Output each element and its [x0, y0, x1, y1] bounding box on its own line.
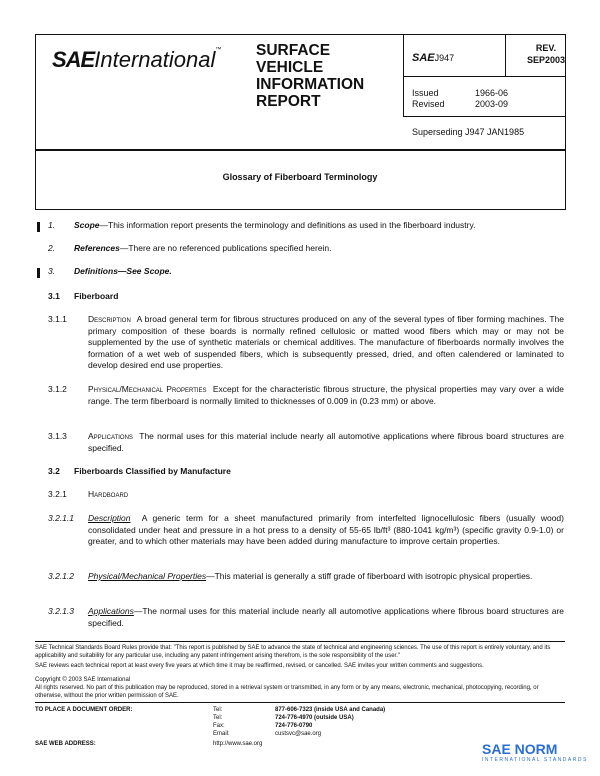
- tel2-value[interactable]: 724-776-4970 (outside USA): [275, 715, 354, 721]
- paragraph-text: —The normal uses for this material include nearly all automotive applications where fibrous board structures are specified.: [88, 606, 564, 628]
- hardboard-heading: Hardboard: [88, 489, 129, 499]
- term: Description: [88, 513, 131, 523]
- report-line-2: VEHICLE: [256, 59, 324, 76]
- term: Description: [88, 314, 131, 324]
- footer-copyright: Copyright © 2003 SAE International: [35, 677, 131, 683]
- references-heading: References: [74, 243, 120, 253]
- header-divider-1: [403, 34, 404, 116]
- paragraph-text: —This material is generally a stiff grade of fiberboard with isotropic physical properties.: [206, 571, 533, 581]
- logo-international: International: [94, 47, 216, 72]
- references-text: —There are no referenced publications specified herein.: [119, 243, 332, 253]
- revised-label: Revised: [412, 99, 445, 109]
- page-title: Glossary of Fiberboard Terminology: [222, 172, 378, 182]
- paragraph-3-2-1-2: [88, 571, 564, 583]
- fiberboard-heading: Fiberboard: [74, 291, 119, 301]
- revision-block: [515, 42, 577, 66]
- section-number: 3.2.1.1: [48, 513, 74, 523]
- header-hline-2: [403, 116, 566, 117]
- logo-sae: SAE: [52, 47, 95, 72]
- issued-label: Issued: [412, 88, 439, 98]
- doc-number-value: J947: [434, 53, 455, 63]
- sae-logo: [52, 47, 221, 73]
- footer-review: SAE reviews each technical report at least every five years at which time it may be reaffirmed, revised, or cancelled. SAE invites your written comments and suggestions.: [35, 663, 484, 669]
- superseding: Superseding J947 JAN1985: [412, 127, 525, 137]
- section-number: 3.2.1.3: [48, 606, 74, 616]
- section-number: 3.2.1.2: [48, 571, 74, 581]
- change-bar: [37, 222, 40, 232]
- section-number: 2.: [48, 243, 56, 253]
- logo-tm: ™: [215, 47, 222, 53]
- header-divider-2: [505, 34, 506, 76]
- watermark-sub: INTERNATIONAL STANDARDS: [482, 757, 588, 763]
- footer-divider: [35, 702, 565, 703]
- paragraph-text: The normal uses for this material include nearly all automotive applications where fibrous board structures are specified.: [88, 431, 564, 453]
- paragraph-3-1-3: [88, 431, 564, 454]
- report-line-4: REPORT: [256, 93, 321, 110]
- web-label: SAE WEB ADDRESS:: [35, 741, 96, 747]
- paragraph-text: A generic term for a sheet manufactured primarily from interfelted lignocellulosic fibers (usually wood) consolidated under heat and pressure in a hot press to a density of 55-65 lb/ft³ (880-1041 kg/m³) (specific gravity 0.9-1.0) or greater, and to which other materials may have been added during manufacture to improve certain properties.: [88, 513, 564, 547]
- issued-value: 1966-06: [475, 88, 509, 98]
- doc-sae: SAE: [412, 52, 435, 64]
- classified-heading: Fiberboards Classified by Manufacture: [74, 466, 231, 476]
- email-label: Email:: [213, 731, 230, 737]
- section-scope: [74, 220, 564, 232]
- paragraph-text: Except for the characteristic fibrous structure, the physical properties may vary over a wide range. The term fiberboard is normally limited to thicknesses of 0.009 in (0.23 mm) or above.: [88, 384, 564, 406]
- doc-number: [412, 52, 454, 64]
- tel1-label: Tel:: [213, 707, 223, 713]
- term: Physical/Mechanical Properties: [88, 384, 207, 394]
- scope-text: —This information report presents the terminology and definitions as used in the fiberboard industry.: [99, 220, 476, 230]
- rev-value: SEP2003: [526, 55, 566, 65]
- section-number: 3.1.3: [48, 431, 67, 441]
- tel2-label: Tel:: [213, 715, 223, 721]
- definitions-heading: Definitions—See Scope.: [74, 266, 172, 276]
- paragraph-text: A broad general term for fibrous structures produced on any of the several types of fiber forming machines. The primary composition of these boards is normally refined cellulosic or matted wood fibers which may or may not be supplemented by the use of synthetic materials or chemical additives. The manufacture of fiberboards normally involves the formation of a wet web of suspended fibers, which is subsequently pressed, dried, and often calendered or laminated to develop desired end use properties.: [88, 314, 564, 371]
- term: Applications: [88, 606, 134, 616]
- footer-rules: SAE Technical Standards Board Rules provide that: "This report is published by SAE to advance the state of technical and engineering sciences. The use of this report is entirely voluntary, and its applicability and suitability for any particular use, including any patent infringement arising therefrom, is the sole responsibility of the user.": [35, 645, 551, 659]
- section-number: 3.: [48, 266, 56, 276]
- section-number: 1.: [48, 220, 56, 230]
- fax-value[interactable]: 724-776-0790: [275, 723, 313, 729]
- paragraph-3-1-1: [88, 314, 564, 372]
- section-references: [74, 243, 564, 255]
- section-number: 3.1.2: [48, 384, 67, 394]
- watermark-main: SAE NORM: [482, 741, 558, 757]
- header-hline-1: [403, 76, 566, 77]
- report-type: [256, 42, 364, 110]
- rev-label: REV.: [535, 43, 557, 53]
- fax-label: Fax:: [213, 723, 225, 729]
- order-label: TO PLACE A DOCUMENT ORDER:: [35, 707, 133, 713]
- paragraph-3-1-2: [88, 384, 564, 407]
- tel1-value[interactable]: 877-606-7323 (inside USA and Canada): [275, 707, 386, 713]
- paragraph-3-2-1-1: [88, 513, 564, 548]
- change-bar: [37, 268, 40, 278]
- section-number: 3.2.1: [48, 489, 67, 499]
- paragraph-3-2-1-3: [88, 606, 564, 629]
- section-number: 3.1.1: [48, 314, 67, 324]
- report-line-1: SURFACE: [256, 42, 331, 59]
- section-number: 3.2: [48, 466, 60, 476]
- sae-norm-watermark: [482, 741, 588, 763]
- email-value[interactable]: custsvc@sae.org: [275, 731, 322, 737]
- report-line-3: INFORMATION: [256, 76, 365, 93]
- web-value[interactable]: http://www.sae.org: [213, 741, 263, 747]
- term: Applications: [88, 431, 133, 441]
- scope-heading: Scope: [74, 220, 100, 230]
- term: Physical/Mechanical Properties: [88, 571, 207, 581]
- footer-divider: [35, 641, 565, 642]
- section-number: 3.1: [48, 291, 60, 301]
- revised-value: 2003-09: [475, 99, 509, 109]
- footer-rights: All rights reserved. No part of this publication may be reproduced, stored in a retrieval system or transmitted, in any form or by any means, electronic, mechanical, photocopying, recording, or otherwise, without the prior written permission of SAE.: [35, 685, 539, 699]
